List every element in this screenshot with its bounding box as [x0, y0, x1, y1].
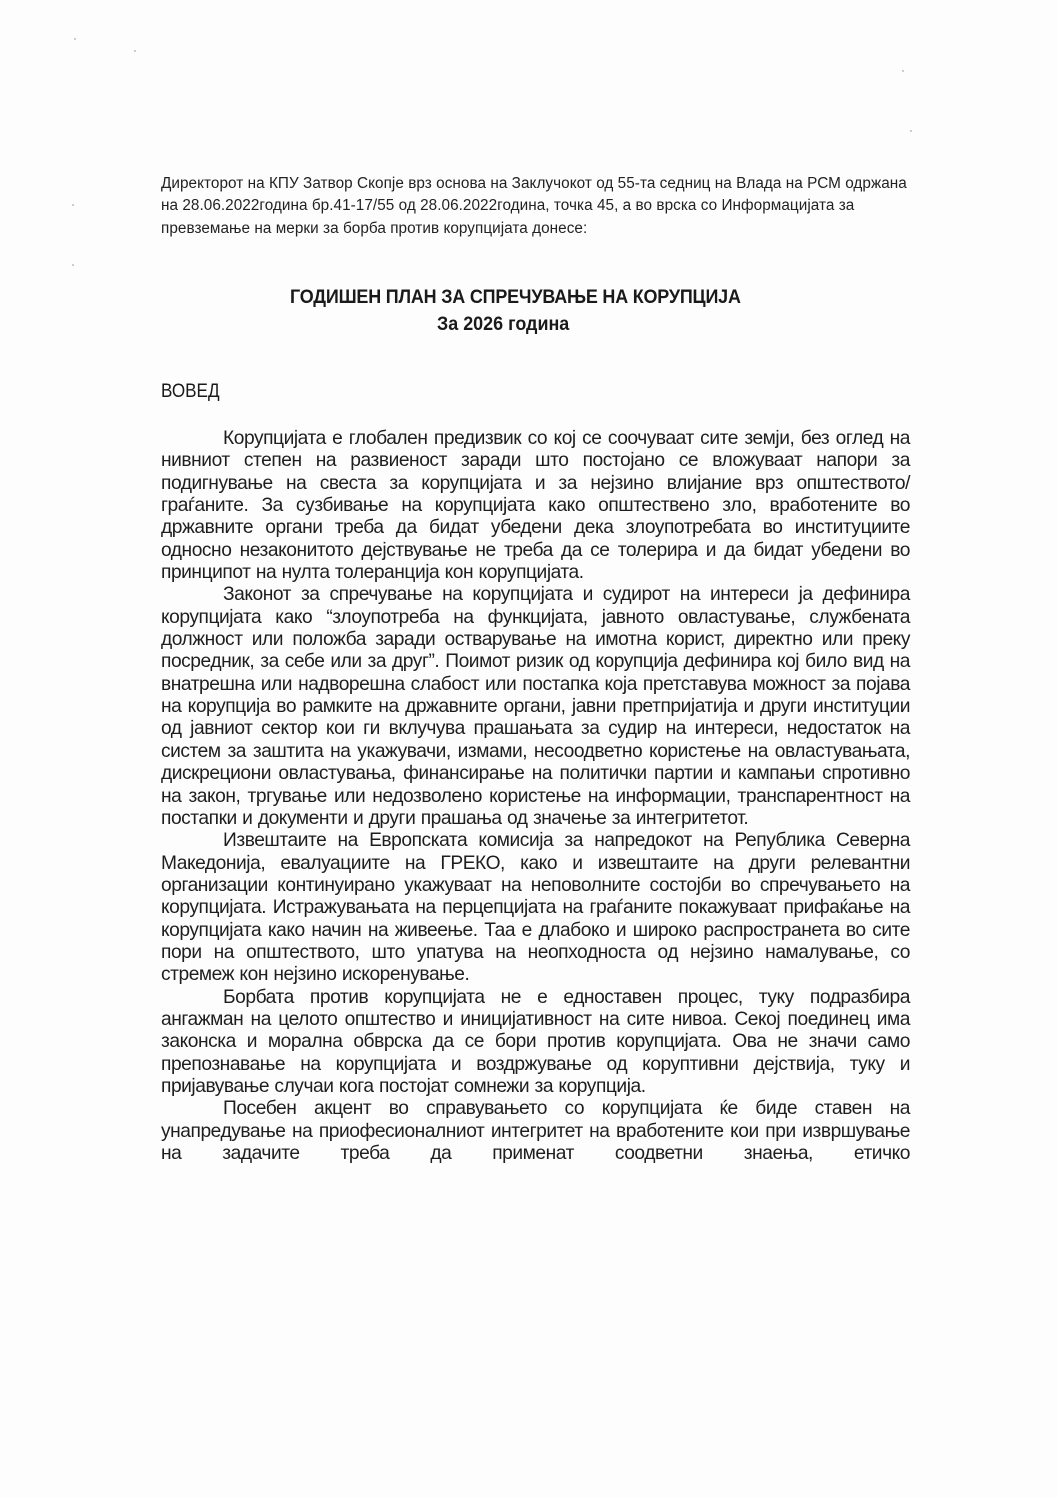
body-paragraph: Законот за спречување на корупцијата и судирот на интереси ја дефинира корупцијата како “злоупотреба на функцијата, јавното овластување, службената должност или положба заради остварување на имотна корист, директно или преку посредник, за себе или за друг”. Поимот ризик од корупција дефинира кој било вид на внатрешна или надворешна слабост или постапка која претставува можност за појава на корупција во рамките на државните органи, јавни претпријатија и други институции од јавниот сектор кои ги вклучува прашањата за судир на интереси, недостаток на систем за заштита на укажувачи, измами, несоодветно користење на овластувањата, дискрециони овластувања, финансирање на политички партии и кампањи спротивно на закон, тргување или недозволено користење на информации, транспарентност на постапки и документи и други прашања од значење за интегритетот.: [161, 584, 910, 829]
body-text: [161, 428, 910, 1165]
intro-paragraph: Директорот на КПУ Затвор Скопје врз основа на Заклучокот од 55-та седниц на Влада на РСМ одржана на 28.06.2022година бр.41-17/55 од 28.06.2022година, точка 45, а во врска со Информацијата за превземање на мерки за борба против корупцијата донесе:: [161, 175, 907, 237]
body-paragraph: Борбата против корупцијата не е едноставен процес, туку подразбира ангажман на целото општество и иницијативност на сите нивоа. Секој поединец има законска и морална обврска да се бори против корупцијата. Ова не значи само препознавање на корупцијата и воздржување од коруптивни дејствија, туку и пријавување случаи кога постојат сомнежи за корупција.: [161, 986, 910, 1097]
scan-speck: [902, 70, 904, 72]
scan-speck: [74, 38, 76, 40]
section-heading-introduction: ВОВЕД: [161, 381, 220, 402]
scan-speck: [72, 204, 74, 206]
scan-speck: [910, 130, 912, 132]
body-paragraph: Посебен акцент во справувањето со корупцијата ќе биде ставен на унапредување на приофесионалниот интегритет на вработените кои при извршување на задачите треба да применат соодветни знаења, етичко: [161, 1098, 910, 1164]
scan-speck: [72, 264, 74, 266]
body-paragraph: Корупцијата е глобален предизвик со кој се соочуваат сите земји, без оглед на нивниот степен на развиеност заради што постојано се вложуваат напори за подигнување на свеста за корупцијата и за нејзино влијание врз општеството/граѓаните. За сузбивање на корупцијата како општествено зло, вработените во државните органи треба да бидат убедени дека злоупотребата во институциите односно незаконитото дејствување не треба да се толерира и да бидат убедени во принципот на нулта толеранција кон корупцијата.: [161, 428, 910, 584]
body-paragraph: Извештаите на Европската комисија за напредокот на Република Северна Македонија, евалуациите на ГРЕКО, како и извештаите на други релевантни организации континуирано укажуваат на неповолните состојби во спречувањето на корупцијата. Истражувањата на перцепцијата на граѓаните покажуваат прифаќање на корупцијата како начин на живеење. Таа е длабоко и широко распространета во сите пори на општеството, што упатува на неопходноста од нејзино намалување, со стремеж кон нејзино искоренување.: [161, 830, 910, 986]
scan-speck: [134, 50, 136, 52]
title-year: За 2026 година: [437, 313, 570, 335]
title-main: ГОДИШЕН ПЛАН ЗА СПРЕЧУВАЊЕ НА КОРУПЦИЈА: [290, 286, 741, 308]
